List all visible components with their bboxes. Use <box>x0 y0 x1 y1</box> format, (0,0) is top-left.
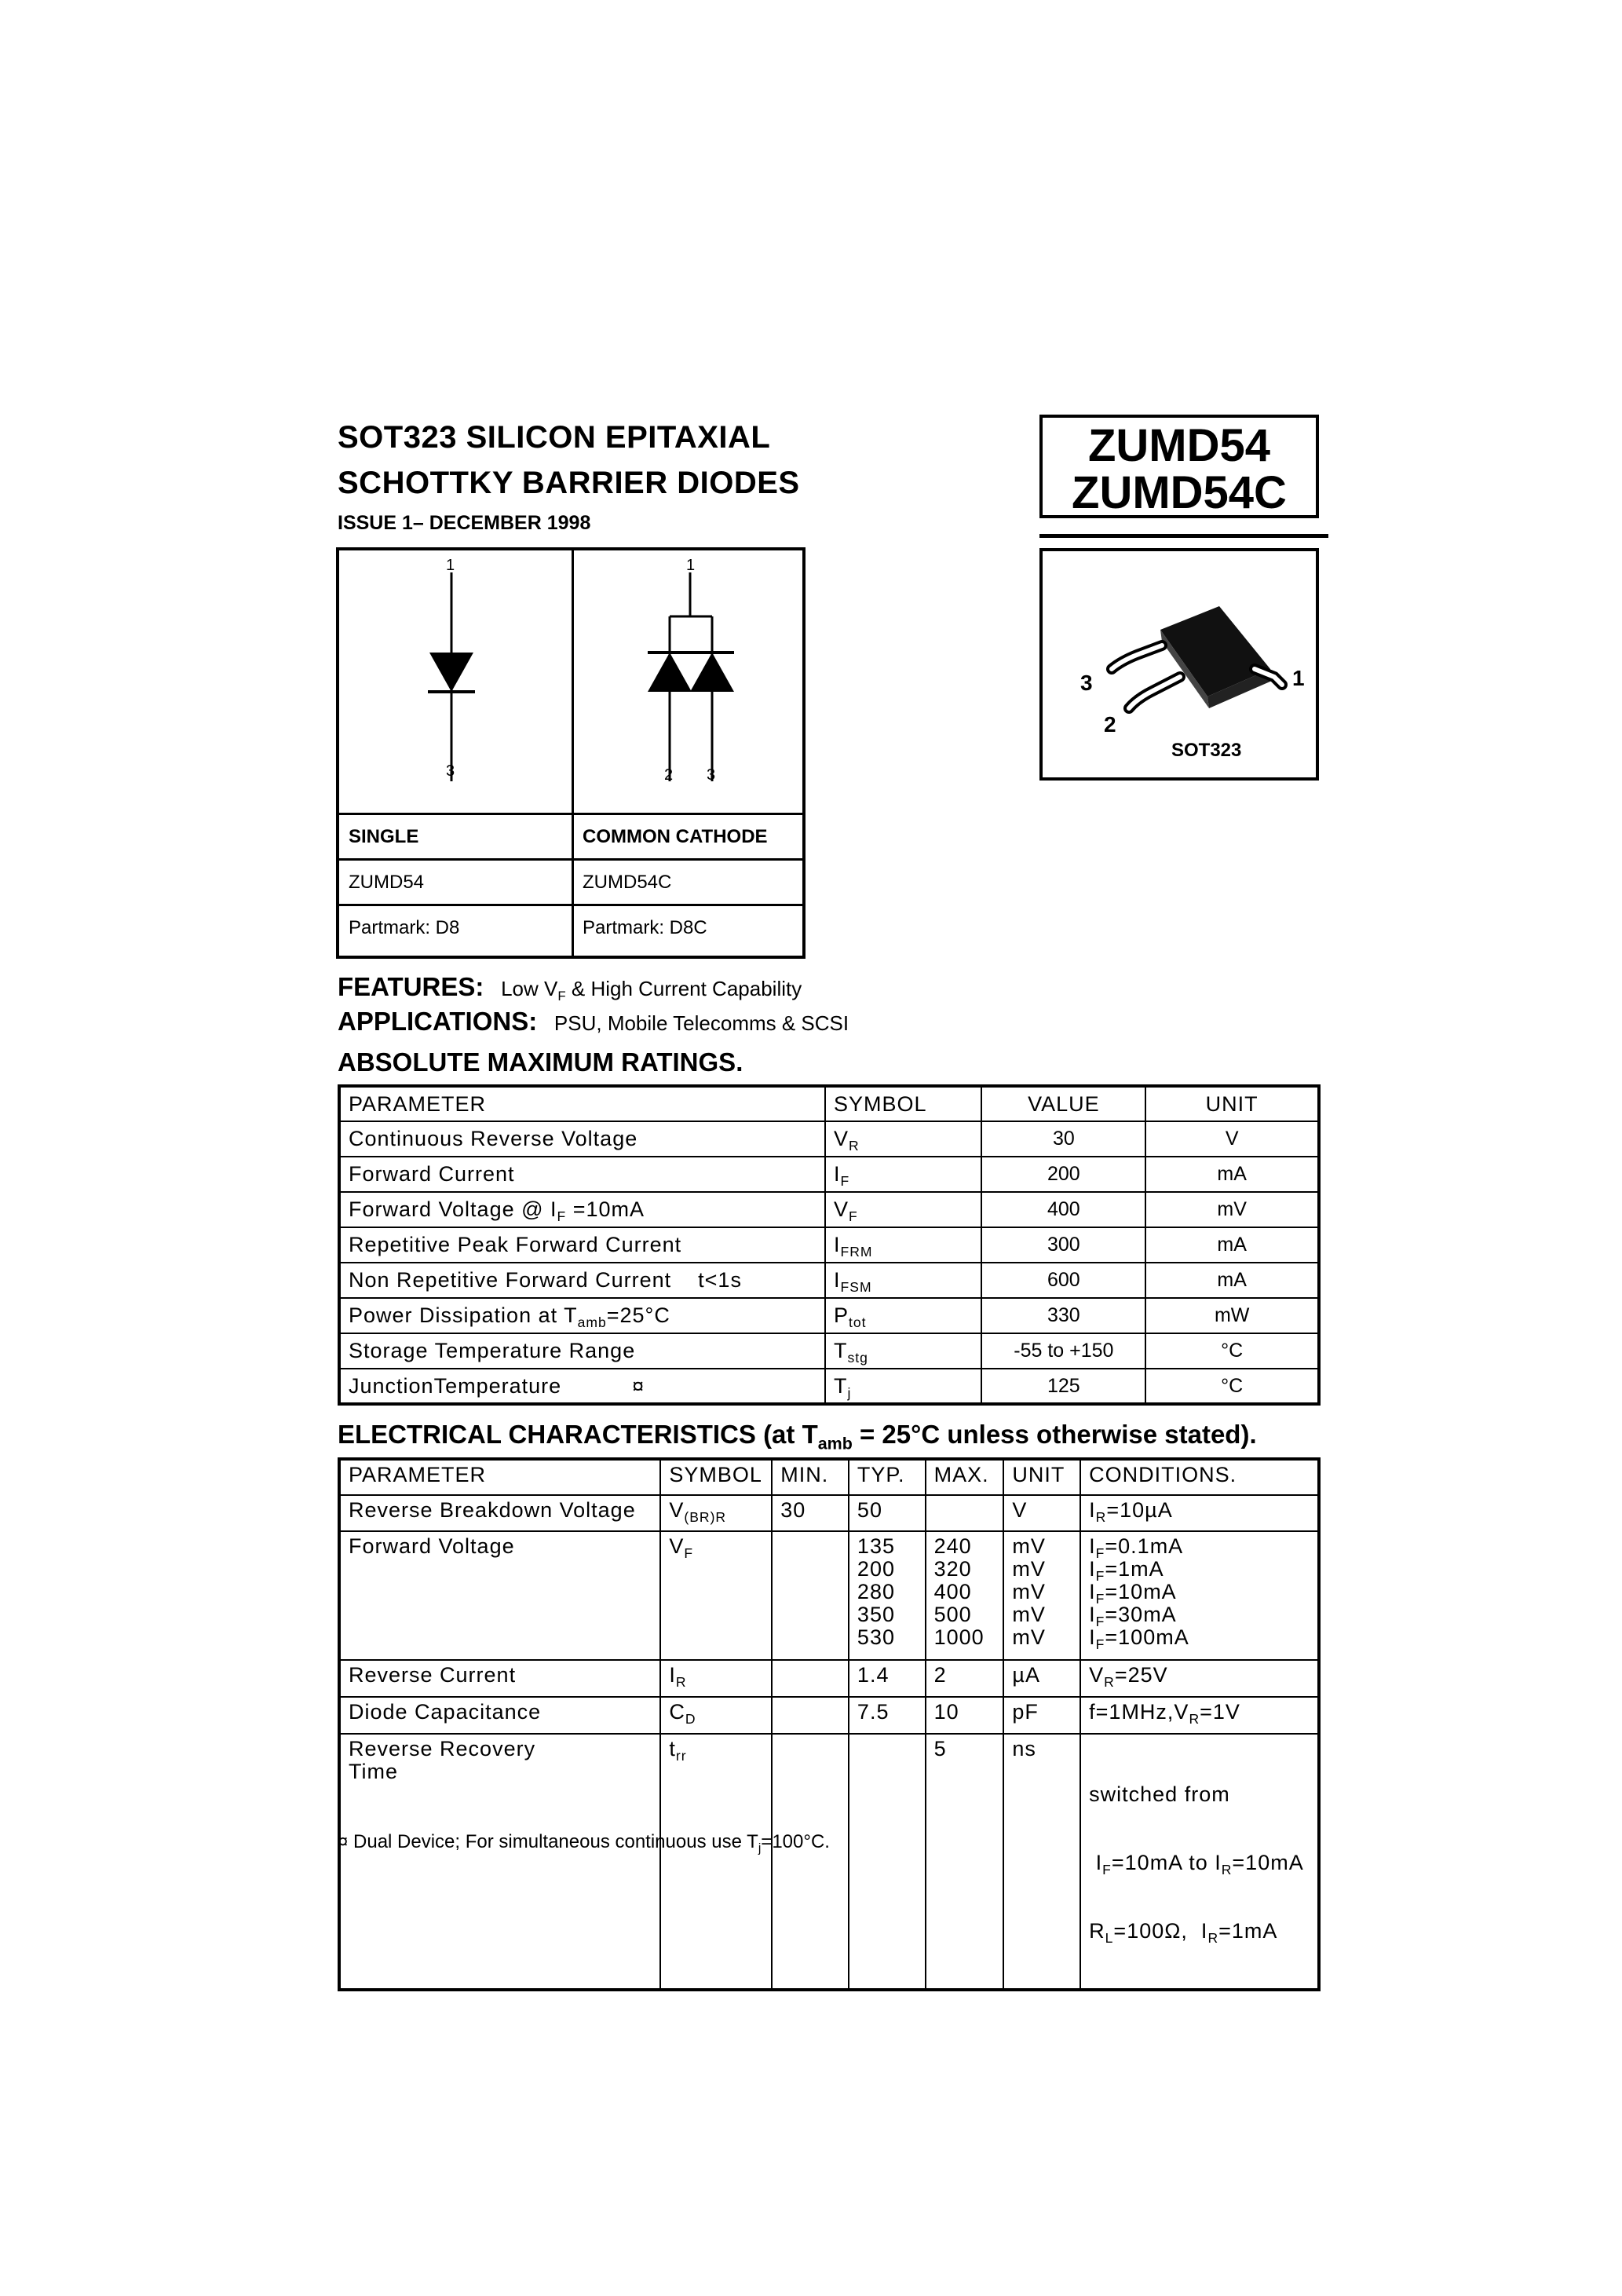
hdr-parameter: PARAMETER <box>339 1459 660 1495</box>
elec-heading-pre: ELECTRICAL CHARACTERISTICS (at T <box>338 1420 818 1449</box>
table-row <box>339 1531 1319 1660</box>
symbol-cell <box>660 1734 772 1990</box>
cond-sub: F <box>1095 1614 1105 1630</box>
symbol-text: V <box>669 1498 685 1522</box>
max-cell: 2 <box>926 1660 1004 1697</box>
hdr-parameter: PARAMETER <box>339 1086 825 1121</box>
cond-post: =1mA <box>1105 1557 1164 1581</box>
cond-text: V <box>1089 1663 1105 1687</box>
symbol-cell <box>660 1495 772 1531</box>
cond-text: =10mA to I <box>1111 1851 1222 1874</box>
package-image-box <box>1039 548 1319 781</box>
param-cell: Non Repetitive Forward Current t<1s <box>339 1263 825 1298</box>
symbol-cell <box>825 1298 981 1333</box>
symbol-sub: j <box>847 1384 852 1401</box>
typ-cell: 1.4 <box>849 1660 926 1697</box>
table-row <box>339 1660 1319 1697</box>
min-cell <box>772 1734 849 1990</box>
cond-post: =100mA <box>1105 1625 1189 1649</box>
hdr-typ: TYP. <box>849 1459 926 1495</box>
param-line: Reverse Recovery <box>349 1737 536 1760</box>
symbol-sub: FSM <box>840 1279 872 1296</box>
symbol-text: T <box>834 1373 848 1398</box>
common-partmark: Partmark: D8C <box>583 917 707 938</box>
cond-post: =10µA <box>1106 1498 1173 1522</box>
diode-configuration-table <box>336 547 806 959</box>
cond-sub: L <box>1105 1930 1114 1947</box>
footnote-sub: j <box>758 1841 762 1855</box>
cond-line <box>1089 1603 1317 1630</box>
cond-text: f=1MHz,V <box>1089 1700 1189 1724</box>
features-text-sub: F <box>557 988 566 1004</box>
typ-value: 280 <box>857 1580 895 1603</box>
cond-text: =100Ω, I <box>1113 1919 1208 1943</box>
cond-text: =10mA <box>1232 1851 1304 1874</box>
param-cell: Continuous Reverse Voltage <box>339 1121 825 1157</box>
common-pin-1: 1 <box>686 557 696 574</box>
symbol-cell <box>660 1660 772 1697</box>
package-pin-3: 3 <box>1080 671 1093 695</box>
symbol-cell <box>825 1369 981 1404</box>
cond-line <box>1089 1534 1317 1562</box>
package-pin-1: 1 <box>1292 666 1305 690</box>
value-cell: -55 to +150 <box>981 1333 1145 1369</box>
param-cell <box>339 1734 660 1990</box>
footnote <box>338 1831 830 1853</box>
table-row <box>339 1298 1319 1333</box>
cond-text: I <box>1089 1557 1096 1581</box>
unit-cell: mV <box>1145 1192 1319 1227</box>
common-cathode-label: COMMON CATHODE <box>583 826 768 847</box>
cond-sub: F <box>1095 1636 1105 1653</box>
abs-max-header-row <box>339 1086 1319 1121</box>
part-number-box <box>1039 415 1319 518</box>
dual-device-mark: ¤ <box>632 1373 645 1398</box>
param-line: Time <box>349 1760 398 1783</box>
cond-post: =25V <box>1114 1663 1168 1687</box>
abs-max-heading: ABSOLUTE MAXIMUM RATINGS. <box>338 1047 743 1077</box>
min-cell <box>772 1531 849 1660</box>
applications-label: APPLICATIONS: <box>338 1007 538 1036</box>
cond-sub: F <box>1095 1545 1105 1562</box>
common-pin-2: 2 <box>664 766 674 784</box>
typ-cell: 50 <box>849 1495 926 1531</box>
package-name: SOT323 <box>1171 740 1242 761</box>
cond-text: I <box>1089 1603 1096 1626</box>
typ-value: 530 <box>857 1625 895 1649</box>
typ-cell <box>849 1734 926 1990</box>
cond-sub: F <box>1095 1591 1105 1607</box>
hdr-min: MIN. <box>772 1459 849 1495</box>
elec-header-row <box>339 1459 1319 1495</box>
common-cathode-diode-icon <box>574 550 806 810</box>
unit-value: mV <box>1012 1580 1046 1603</box>
unit-cell: µA <box>1003 1660 1080 1697</box>
symbol-cell <box>660 1697 772 1734</box>
elec-heading-sub: amb <box>817 1434 853 1453</box>
applications-text: PSU, Mobile Telecomms & SCSI <box>553 1011 849 1035</box>
conditions-cell <box>1080 1495 1319 1531</box>
symbol-text: I <box>834 1268 841 1292</box>
param-cell <box>339 1369 825 1404</box>
value-cell: 300 <box>981 1227 1145 1263</box>
cond-text: I <box>1089 1534 1096 1558</box>
part-number-2: ZUMD54C <box>1072 467 1287 518</box>
cond-text: I <box>1089 1498 1096 1522</box>
min-cell <box>772 1660 849 1697</box>
hdr-unit: UNIT <box>1145 1086 1319 1121</box>
value-cell: 30 <box>981 1121 1145 1157</box>
cond-text: =1mA <box>1218 1919 1278 1943</box>
symbol-text: t <box>669 1737 676 1760</box>
cond-sub: R <box>1221 1862 1233 1878</box>
hdr-conditions: CONDITIONS. <box>1080 1459 1319 1495</box>
symbol-cell <box>825 1333 981 1369</box>
max-value: 500 <box>933 1603 972 1626</box>
cond-line <box>1089 1580 1317 1607</box>
symbol-text: T <box>834 1339 848 1362</box>
unit-cell: mA <box>1145 1157 1319 1192</box>
features-text-post: & High Current Capability <box>565 977 802 1000</box>
typ-value: 135 <box>857 1534 895 1558</box>
single-partmark: Partmark: D8 <box>349 917 460 938</box>
symbol-text: C <box>669 1700 685 1724</box>
param-cell: Diode Capacitance <box>339 1697 660 1734</box>
max-value: 400 <box>933 1580 972 1603</box>
cond-line <box>1089 1851 1317 1878</box>
unit-cell: mW <box>1145 1298 1319 1333</box>
issue-date: ISSUE 1– DECEMBER 1998 <box>338 512 591 534</box>
unit-cell: pF <box>1003 1697 1080 1734</box>
unit-cell: mA <box>1145 1263 1319 1298</box>
cond-sub: R <box>1189 1711 1200 1727</box>
param-cell: Reverse Current <box>339 1660 660 1697</box>
value-cell: 330 <box>981 1298 1145 1333</box>
unit-cell: V <box>1145 1121 1319 1157</box>
part-number-1: ZUMD54 <box>1087 420 1271 471</box>
max-value: 240 <box>933 1534 972 1558</box>
unit-cell <box>1003 1531 1080 1660</box>
param-cell: Storage Temperature Range <box>339 1333 825 1369</box>
cond-line <box>1089 1919 1317 1947</box>
unit-value: mV <box>1012 1534 1046 1558</box>
table-row <box>339 1263 1319 1298</box>
diagram-label-row <box>339 813 802 861</box>
conditions-cell <box>1080 1531 1319 1660</box>
cond-sub: R <box>1207 1930 1219 1947</box>
symbol-text: V <box>834 1127 849 1150</box>
symbol-sub: FRM <box>840 1244 873 1260</box>
hdr-symbol: SYMBOL <box>660 1459 772 1495</box>
param-cell: Forward Current <box>339 1157 825 1192</box>
title-line-1: SOT323 SILICON EPITAXIAL <box>338 420 771 455</box>
single-part: ZUMD54 <box>349 872 425 893</box>
unit-value: mV <box>1012 1603 1046 1626</box>
value-cell: 125 <box>981 1369 1145 1404</box>
value-cell: 600 <box>981 1263 1145 1298</box>
single-diode-icon <box>339 550 572 810</box>
symbol-sub: stg <box>847 1350 868 1366</box>
table-row <box>339 1121 1319 1157</box>
typ-cell <box>849 1531 926 1660</box>
table-row <box>339 1734 1319 1990</box>
max-cell: 10 <box>926 1697 1004 1734</box>
footnote-text: ¤ Dual Device; For simultaneous continuous use T <box>338 1831 758 1852</box>
symbol-sub: R <box>849 1138 860 1154</box>
typ-value: 350 <box>857 1603 895 1626</box>
symbol-sub: F <box>849 1208 858 1225</box>
features-label: FEATURES: <box>338 972 484 1001</box>
param-cell: Forward Voltage <box>339 1531 660 1660</box>
unit-cell: mA <box>1145 1227 1319 1263</box>
conditions-cell <box>1080 1660 1319 1697</box>
conditions-cell <box>1080 1734 1319 1990</box>
max-cell <box>926 1495 1004 1531</box>
table-row <box>339 1369 1319 1404</box>
symbol-sub: tot <box>849 1314 867 1331</box>
param-cell: Reverse Breakdown Voltage <box>339 1495 660 1531</box>
value-cell: 200 <box>981 1157 1145 1192</box>
symbol-cell <box>660 1531 772 1660</box>
min-cell <box>772 1697 849 1734</box>
unit-cell: °C <box>1145 1333 1319 1369</box>
cond-text: I <box>1089 1580 1096 1603</box>
table-row <box>339 1333 1319 1369</box>
table-row <box>339 1227 1319 1263</box>
max-value: 320 <box>933 1557 972 1581</box>
unit-cell: ns <box>1003 1734 1080 1990</box>
symbol-sub: (BR)R <box>684 1509 727 1526</box>
param-cell <box>339 1192 825 1227</box>
table-row <box>339 1495 1319 1531</box>
param-text: JunctionTemperature <box>349 1373 562 1398</box>
symbol-cell <box>825 1157 981 1192</box>
max-cell: 5 <box>926 1734 1004 1990</box>
symbol-text: I <box>834 1162 841 1186</box>
table-row <box>339 1192 1319 1227</box>
typ-value: 200 <box>857 1557 895 1581</box>
symbol-text: I <box>669 1663 676 1687</box>
header-rule <box>1039 534 1328 538</box>
cond-sub: R <box>1104 1674 1115 1691</box>
cond-sub: F <box>1095 1568 1105 1585</box>
cond-text: I <box>1089 1851 1103 1874</box>
electrical-characteristics-table <box>338 1457 1321 1991</box>
symbol-text: I <box>834 1233 841 1256</box>
table-row <box>339 1697 1319 1734</box>
package-pin-2: 2 <box>1104 712 1116 737</box>
common-pin-3: 3 <box>707 766 716 784</box>
hdr-value: VALUE <box>981 1086 1145 1121</box>
symbol-text: V <box>669 1534 685 1558</box>
features-text-pre: Low V <box>501 977 558 1000</box>
param-sub: amb <box>577 1314 607 1331</box>
symbol-cell <box>825 1263 981 1298</box>
symbol-text: V <box>834 1197 849 1221</box>
symbol-sub: rr <box>675 1748 687 1764</box>
symbol-sub: F <box>684 1545 694 1562</box>
cond-post: =10mA <box>1105 1580 1177 1603</box>
unit-value: mV <box>1012 1625 1046 1649</box>
param-cell: Repetitive Peak Forward Current <box>339 1227 825 1263</box>
symbol-cell <box>825 1121 981 1157</box>
cond-sub: R <box>1095 1509 1107 1526</box>
hdr-max: MAX. <box>926 1459 1004 1495</box>
conditions-cell <box>1080 1697 1319 1734</box>
cond-sub: F <box>1102 1862 1112 1878</box>
title-line-2: SCHOTTKY BARRIER DIODES <box>338 466 800 500</box>
symbol-sub: R <box>675 1674 687 1691</box>
footnote-post: =100°C. <box>761 1831 830 1852</box>
param-sub: F <box>557 1208 567 1225</box>
max-value: 1000 <box>933 1625 985 1649</box>
elec-heading <box>338 1420 1257 1453</box>
applications-line <box>338 1007 849 1036</box>
param-post: =25°C <box>606 1303 670 1327</box>
cond-line <box>1089 1625 1317 1653</box>
param-cell <box>339 1298 825 1333</box>
min-cell: 30 <box>772 1495 849 1531</box>
param-post: =10mA <box>566 1197 645 1221</box>
typ-cell: 7.5 <box>849 1697 926 1734</box>
single-label: SINGLE <box>349 826 419 847</box>
symbol-cell <box>825 1227 981 1263</box>
unit-value: mV <box>1012 1557 1046 1581</box>
single-pin-1: 1 <box>446 557 455 574</box>
cond-line: switched from <box>1089 1782 1230 1806</box>
param-text: Power Dissipation at T <box>349 1303 578 1327</box>
hdr-unit: UNIT <box>1003 1459 1080 1495</box>
cond-post: =0.1mA <box>1105 1534 1184 1558</box>
cond-text: R <box>1089 1919 1105 1943</box>
value-cell: 400 <box>981 1192 1145 1227</box>
cond-post: =1V <box>1200 1700 1240 1724</box>
abs-max-table <box>338 1084 1321 1406</box>
symbol-text: P <box>834 1303 849 1327</box>
features-line <box>338 972 802 1002</box>
param-text: Forward Voltage @ I <box>349 1197 557 1221</box>
max-cell <box>926 1531 1004 1660</box>
unit-cell: V <box>1003 1495 1080 1531</box>
common-part: ZUMD54C <box>583 872 672 893</box>
hdr-symbol: SYMBOL <box>825 1086 981 1121</box>
table-row <box>339 1157 1319 1192</box>
diagram-partmark-row <box>339 904 802 961</box>
symbol-sub: D <box>685 1711 696 1727</box>
diagram-part-row <box>339 858 802 906</box>
unit-cell: °C <box>1145 1369 1319 1404</box>
symbol-sub: F <box>840 1173 850 1190</box>
cond-text: I <box>1089 1625 1096 1649</box>
symbol-cell <box>825 1192 981 1227</box>
cond-line <box>1089 1557 1317 1585</box>
elec-heading-post: = 25°C unless otherwise stated). <box>852 1420 1257 1449</box>
single-pin-3: 3 <box>446 762 455 780</box>
cond-post: =30mA <box>1105 1603 1177 1626</box>
